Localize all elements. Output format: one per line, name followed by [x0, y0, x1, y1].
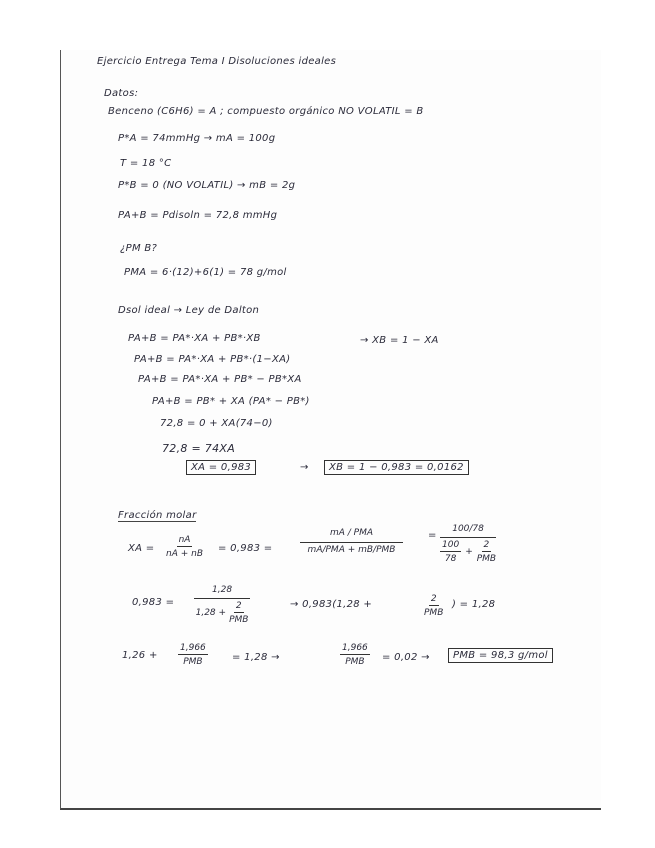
eq3-frac [178, 643, 208, 667]
eq1-frac-2-num: mA / PMA [300, 528, 403, 543]
eq2-rhs-b: ) = 1,28 [452, 599, 496, 610]
line-dalton: Dsol ideal → Ley de Dalton [118, 305, 260, 316]
eq2-rhs-a: → 0,983(1,28 + [290, 599, 373, 610]
eq1-frac-1 [166, 535, 203, 559]
line-eq-4: PA+B = PB* + XA (PA* − PB*) [152, 396, 310, 407]
line-pa-star: P*A = 74mmHg → mA = 100g [118, 133, 276, 144]
eq1-lhs: XA = [128, 543, 155, 554]
eq3-frac-num: 1,966 [180, 643, 206, 653]
eq2-frac-num: 1,28 [194, 585, 250, 599]
eq3-frac-den: PMB [183, 657, 203, 667]
eq1-frac-3-den [440, 538, 496, 564]
result-arrow: → [300, 462, 309, 473]
line-eq-1b: → XB = 1 − XA [360, 335, 439, 346]
eq1-frac-3b [477, 540, 496, 564]
eq1-frac-1-num: nA [178, 535, 191, 545]
eq1-frac-3a [440, 540, 461, 564]
result-xa-box: XA = 0,983 [186, 460, 256, 475]
eq3-result-box: PMB = 98,3 g/mol [448, 648, 553, 663]
line-total-pressure: PA+B = Pdisoln = 72,8 mmHg [118, 210, 278, 221]
eq1-frac-3-num: 100/78 [440, 524, 496, 538]
eq1-frac-3 [440, 524, 496, 564]
eq3-mid: = 1,28 → [232, 652, 280, 663]
eq2-rhs-frac [424, 594, 443, 618]
eq1-frac-1-den: nA + nB [166, 549, 204, 559]
eq3-lhs: 1,26 + [122, 650, 158, 661]
line-eq-3: PA+B = PA*·XA + PB* − PB*XA [138, 374, 302, 385]
eq3-frac-2-den: PMB [345, 657, 365, 667]
eq2-den-b-den: PMB [229, 615, 249, 625]
line-compounds: Benceno (C6H6) = A ; compuesto orgánico NO VOLATIL = B [108, 106, 424, 117]
fraccion-molar-label: Fracción molar [118, 510, 197, 521]
line-pma: PMA = 6·(12)+6(1) = 78 g/mol [124, 267, 287, 278]
line-question: ¿PM B? [120, 243, 158, 254]
eq2-frac-den [196, 599, 249, 625]
result-xb-box: XB = 1 − 0,983 = 0,0162 [324, 460, 469, 475]
line-eq-2: PA+B = PA*·XA + PB*·(1−XA) [134, 354, 291, 365]
eq1-frac-3b-den: PMB [476, 554, 497, 564]
eq1-frac-3b-num: 2 [483, 540, 490, 550]
eq1-frac-3a-num: 100 [442, 540, 460, 550]
datos-label: Datos: [104, 88, 139, 99]
eq2-den-a: 1,28 + [195, 608, 227, 618]
line-eq-6: 72,8 = 74XA [162, 442, 236, 455]
eq1-mid: = 0,983 = [218, 543, 273, 554]
eq1-frac-2 [300, 528, 403, 555]
line-eq-5: 72,8 = 0 + XA(74−0) [160, 418, 273, 429]
eq1-eq: = [428, 530, 437, 541]
eq1-frac-3a-den: 78 [444, 554, 457, 564]
eq2-rhs-frac-den: PMB [424, 608, 444, 618]
eq2-den-b-num: 2 [235, 601, 242, 611]
eq3-frac-2 [340, 643, 370, 667]
eq1-frac-2-den: mA/PMA + mB/PMB [307, 545, 396, 555]
eq2-den-b [229, 601, 248, 625]
eq3-res: = 0,02 → [382, 652, 430, 663]
eq1-plus: + [465, 547, 473, 557]
line-eq-1: PA+B = PA*·XA + PB*·XB [128, 333, 261, 344]
eq2-frac [194, 585, 250, 625]
line-pb-star: P*B = 0 (NO VOLATIL) → mB = 2g [118, 180, 296, 191]
eq3-frac-2-num: 1,966 [342, 643, 368, 653]
exercise-title: Ejercicio Entrega Tema I Disoluciones ideales [97, 56, 337, 67]
eq2-lhs: 0,983 = [132, 597, 175, 608]
line-temperature: T = 18 °C [120, 158, 172, 169]
eq2-rhs-frac-num: 2 [430, 594, 437, 604]
